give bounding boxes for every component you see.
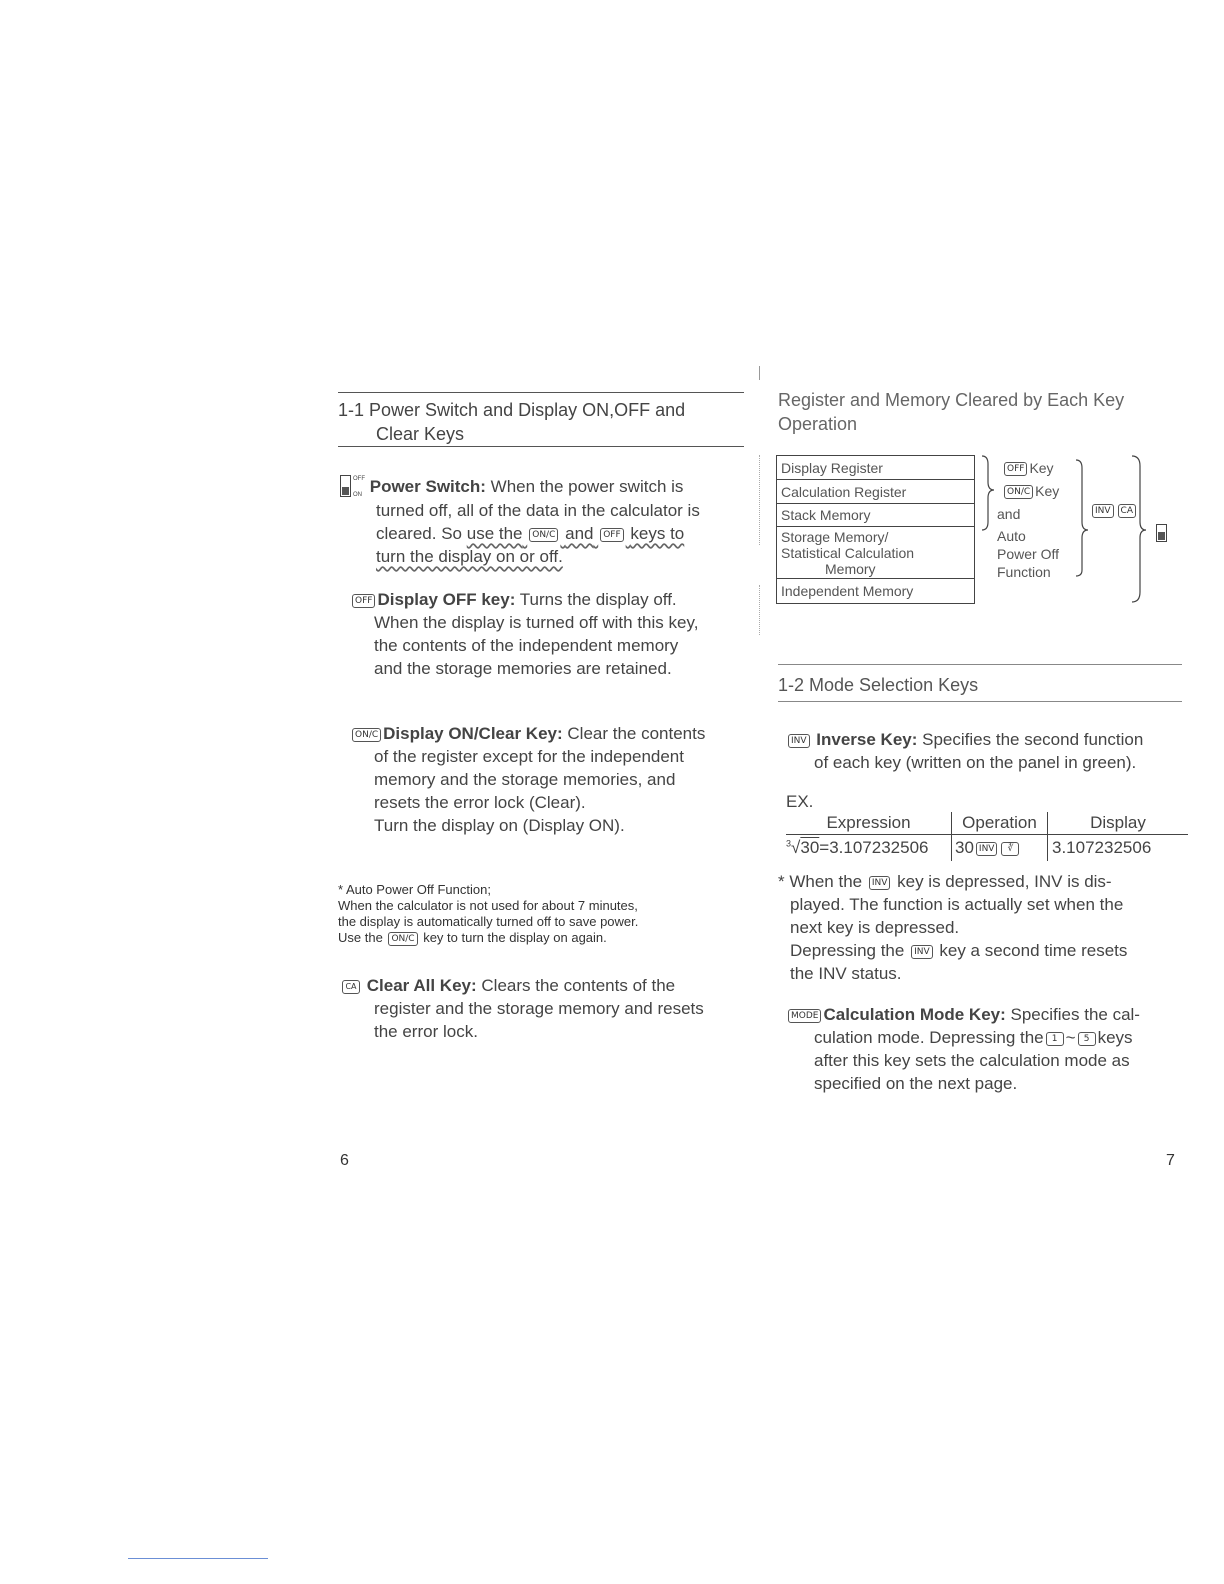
power-switch-icon [1156, 524, 1167, 542]
mode-key-icon: MODE [788, 1009, 821, 1023]
display-cell: 3.107232506 [1052, 838, 1152, 857]
page-number-left: 6 [340, 1152, 349, 1169]
on-c-key-icon: ON/C [529, 528, 558, 542]
register-row: Independent Memory [781, 583, 914, 599]
auto-power-off-note: * Auto Power Off Function; When the calculator is not used for about 7 minutes, the display is automatically turned off to save power. Use the ON/C key to turn the display on again. [338, 882, 639, 945]
power-switch-paragraph: OFF ON Power Switch: When the power switch is turned off, all of the data in the calculator is cleared. So use the ON/C and OFF keys to turn the display on or off. [340, 475, 746, 568]
example-label: EX. [786, 792, 814, 811]
expression-cell: $^3$√30=3.107232506 [786, 835, 952, 862]
on-c-key-label: ON/C Key [1002, 482, 1059, 500]
ca-key-icon: CA [1118, 504, 1136, 518]
left-brace [982, 456, 994, 530]
five-key-icon: 5 [1078, 1032, 1096, 1046]
off-key-label: OFF Key [1002, 459, 1054, 477]
section-title-1-2: 1-2 Mode Selection Keys [778, 675, 979, 695]
section-top-rule [338, 392, 744, 393]
display-off-paragraph: OFF Display OFF key: Turns the display off. When the display is turned off with this key, the contents of the independent memory and the storage memories are retained. [350, 588, 746, 680]
power-switch-icon [340, 475, 351, 497]
off-key-icon: OFF [600, 528, 623, 542]
inv-key-icon: INV [976, 842, 998, 856]
bottom-link-line [128, 1558, 268, 1559]
middle-brace [1076, 460, 1088, 576]
calc-mode-paragraph: MODE Calculation Mode Key: Specifies the cal- culation mode. Depressing the 1 ~ 5 keys after this key sets the calculation mode as specified on the next page. [786, 1003, 1186, 1095]
on-c-key-icon: ON/C [352, 728, 381, 742]
section-bottom-rule [778, 701, 1182, 702]
one-key-icon: 1 [1046, 1032, 1064, 1046]
register-row-storage: Storage Memory/ Statistical Calculation Memory [777, 527, 974, 579]
power-switch-icon-labels: OFF ON [353, 476, 365, 498]
page-number-right: 7 [1166, 1152, 1175, 1169]
clear-all-paragraph: CA Clear All Key: Clears the contents of the register and the storage memory and resets the error lock. [340, 974, 746, 1043]
example-table [786, 812, 1188, 861]
table-row [786, 835, 1188, 862]
auto-power-off-label: Auto Power Off Function [997, 528, 1059, 580]
register-row: Display Register [777, 456, 974, 480]
table-header-row: Expression Operation Display [786, 812, 1188, 835]
on-c-key-icon: ON/C [388, 932, 417, 946]
operation-cell: 30 INV ∛ [952, 835, 1048, 862]
inv-key-icon: INV [911, 945, 933, 959]
section-title-1-1: 1-1 Power Switch and Display ON,OFF and Clear Keys [338, 400, 686, 444]
right-brace [1132, 456, 1146, 602]
and-label: and [997, 506, 1021, 522]
power-switch-small [1156, 524, 1169, 542]
ca-key-icon: CA [342, 980, 360, 994]
cube-root-key-icon: ∛ [1001, 842, 1019, 856]
inverse-key-paragraph: INV Inverse Key: Specifies the second function of each key (written on the panel in green). [786, 728, 1186, 774]
display-on-paragraph: ON/C Display ON/Clear Key: Clear the contents of the register except for the independent memory and the storage memories, and resets the error lock (Clear). Turn the display on (Display ON). [350, 722, 746, 837]
inv-key-icon: INV [788, 734, 810, 748]
inv-key-icon: INV [869, 876, 891, 890]
inv-key-icon: INV [1092, 504, 1114, 518]
fold-line [759, 455, 760, 545]
off-key-icon: OFF [1004, 462, 1027, 476]
fold-mark [759, 366, 760, 380]
fold-line [759, 585, 760, 635]
register-row: Stack Memory [777, 504, 974, 527]
register-row: Calculation Register [777, 480, 974, 504]
on-c-key-icon: ON/C [1004, 485, 1033, 499]
diagram-title: Register and Memory Cleared by Each Key Operation [778, 390, 1125, 434]
register-table [776, 455, 975, 604]
inv-note-paragraph: * When the INV key is depressed, INV is dis- played. The function is actually set when the next key is depressed. Depressing the INV key a second time resets the INV status. [778, 872, 1128, 983]
emphasis-underline: use the ON/C and OFF keys to [466, 524, 685, 543]
off-key-icon: OFF [352, 594, 375, 608]
section-top-rule [778, 664, 1182, 665]
inv-ca-keys [1090, 504, 1138, 518]
section-bottom-rule [338, 446, 744, 447]
